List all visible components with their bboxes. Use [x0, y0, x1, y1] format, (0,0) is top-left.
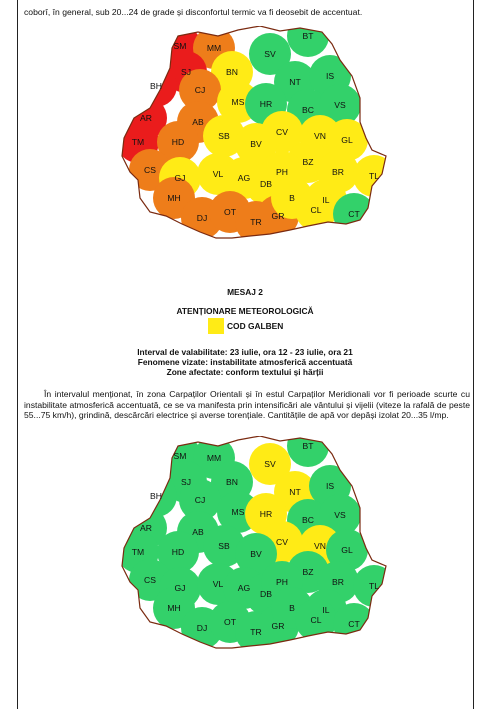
county-label-cj: CJ [194, 495, 206, 505]
phenomena: Fenomene vizate: instabilitate atmosferică accentuată [137, 357, 353, 367]
county-label-tl: TL [368, 171, 380, 181]
county-label-gj: GJ [174, 583, 186, 593]
county-label-gl: GL [341, 545, 353, 555]
county-label-mh: MH [167, 603, 181, 613]
county-label-sj: SJ [180, 67, 192, 77]
county-label-mm: MM [206, 453, 222, 463]
county-label-ct: CT [348, 619, 360, 629]
county-label-sv: SV [264, 459, 276, 469]
county-label-vs: VS [334, 510, 346, 520]
county-label-vn: VN [314, 541, 326, 551]
county-label-sm: SM [173, 41, 187, 51]
county-label-bn: BN [226, 477, 238, 487]
county-label-bv: BV [250, 139, 262, 149]
county-label-db: DB [260, 179, 272, 189]
county-label-bt: BT [302, 31, 314, 41]
county-label-dj: DJ [196, 213, 208, 223]
county-label-db: DB [260, 589, 272, 599]
county-label-il: IL [322, 195, 330, 205]
county-label-ab: AB [192, 117, 204, 127]
message-heading: ATENȚIONARE METEOROLOGICĂ [176, 306, 314, 316]
county-label-bz: BZ [302, 567, 314, 577]
county-label-hd: HD [171, 547, 185, 557]
county-label-vs: VS [334, 100, 346, 110]
county-label-bc: BC [302, 515, 314, 525]
county-label-b: B [289, 603, 295, 613]
county-label-mh: MH [167, 193, 181, 203]
county-label-cv: CV [276, 537, 288, 547]
county-label-vn: VN [314, 131, 326, 141]
county-label-ag: AG [237, 173, 251, 183]
county-label-gj: GJ [174, 173, 186, 183]
top-paragraph-tail: coborî, în general, sub 20...24 de grade și disconfortul termic va fi deosebit de accentuat. [24, 7, 363, 17]
county-label-hr: HR [259, 99, 273, 109]
county-label-ag: AG [237, 583, 251, 593]
county-label-is: IS [325, 71, 335, 81]
county-label-ph: PH [276, 167, 288, 177]
county-label-ot: OT [224, 617, 236, 627]
county-label-gl: GL [341, 135, 353, 145]
county-label-bv: BV [250, 549, 262, 559]
county-label-tm: TM [131, 137, 145, 147]
county-label-mm: MM [206, 43, 222, 53]
romania-map-2 [120, 436, 390, 652]
county-label-hd: HD [171, 137, 185, 147]
validity-interval: Interval de valabilitate: 23 iulie, ora 12 - 23 iulie, ora 21 [137, 347, 353, 357]
county-label-il: IL [322, 605, 330, 615]
county-label-tl: TL [368, 581, 380, 591]
county-label-b: B [289, 193, 295, 203]
county-label-is: IS [325, 481, 335, 491]
map-heat-warning [120, 26, 390, 242]
county-label-sv: SV [264, 49, 276, 59]
county-label-sb: SB [218, 541, 230, 551]
county-label-ph: PH [276, 577, 288, 587]
county-label-bz: BZ [302, 157, 314, 167]
county-label-tr: TR [250, 627, 262, 637]
county-label-bc: BC [302, 105, 314, 115]
county-label-tm: TM [131, 547, 145, 557]
county-label-dj: DJ [196, 623, 208, 633]
county-label-ms: MS [231, 507, 245, 517]
message-body [24, 389, 470, 421]
county-label-cv: CV [276, 127, 288, 137]
county-label-br: BR [332, 167, 344, 177]
county-label-ar: AR [140, 523, 152, 533]
county-label-br: BR [332, 577, 344, 587]
county-label-bt: BT [302, 441, 314, 451]
county-label-vl: VL [212, 169, 224, 179]
map-instability-warning [120, 436, 390, 652]
county-label-nt: NT [289, 77, 301, 87]
warning-code-label: COD GALBEN [227, 321, 284, 331]
county-label-sj: SJ [180, 477, 192, 487]
county-label-vl: VL [212, 579, 224, 589]
county-label-sm: SM [173, 451, 187, 461]
county-label-bn: BN [226, 67, 238, 77]
affected-zones: Zone afectate: conform textului și hărții [166, 367, 324, 377]
county-label-gr: GR [271, 211, 285, 221]
romania-map-1 [120, 26, 390, 242]
county-label-ct: CT [348, 209, 360, 219]
county-label-cl: CL [310, 205, 322, 215]
county-label-ms: MS [231, 97, 245, 107]
county-label-sb: SB [218, 131, 230, 141]
county-label-nt: NT [289, 487, 301, 497]
warning-code [208, 318, 283, 334]
county-label-ar: AR [140, 113, 152, 123]
yellow-code-swatch [208, 318, 224, 334]
county-label-hr: HR [259, 509, 273, 519]
county-label-gr: GR [271, 621, 285, 631]
message-body-text: În intervalul menționat, în zona Carpaților Orientali și în estul Carpaților Meridionali vor fi perioade scurte cu instabilitate atmosferică accentuată, ce se va manifesta prin intensificări ale vântului și vijelii (viteze la rafală de peste 55...75 km/h), grindină, descărcări electrice și averse torențiale. Cantitățile de apă vor depăși izolat 20...35 l/mp. [24, 389, 470, 421]
county-label-cj: CJ [194, 85, 206, 95]
county-label-ot: OT [224, 207, 236, 217]
county-label-bh: BH [150, 81, 162, 91]
county-label-cl: CL [310, 615, 322, 625]
county-label-ab: AB [192, 527, 204, 537]
county-label-cs: CS [144, 575, 156, 585]
message-title: MESAJ 2 [227, 287, 263, 297]
county-label-bh: BH [150, 491, 162, 501]
county-label-tr: TR [250, 217, 262, 227]
county-label-cs: CS [144, 165, 156, 175]
